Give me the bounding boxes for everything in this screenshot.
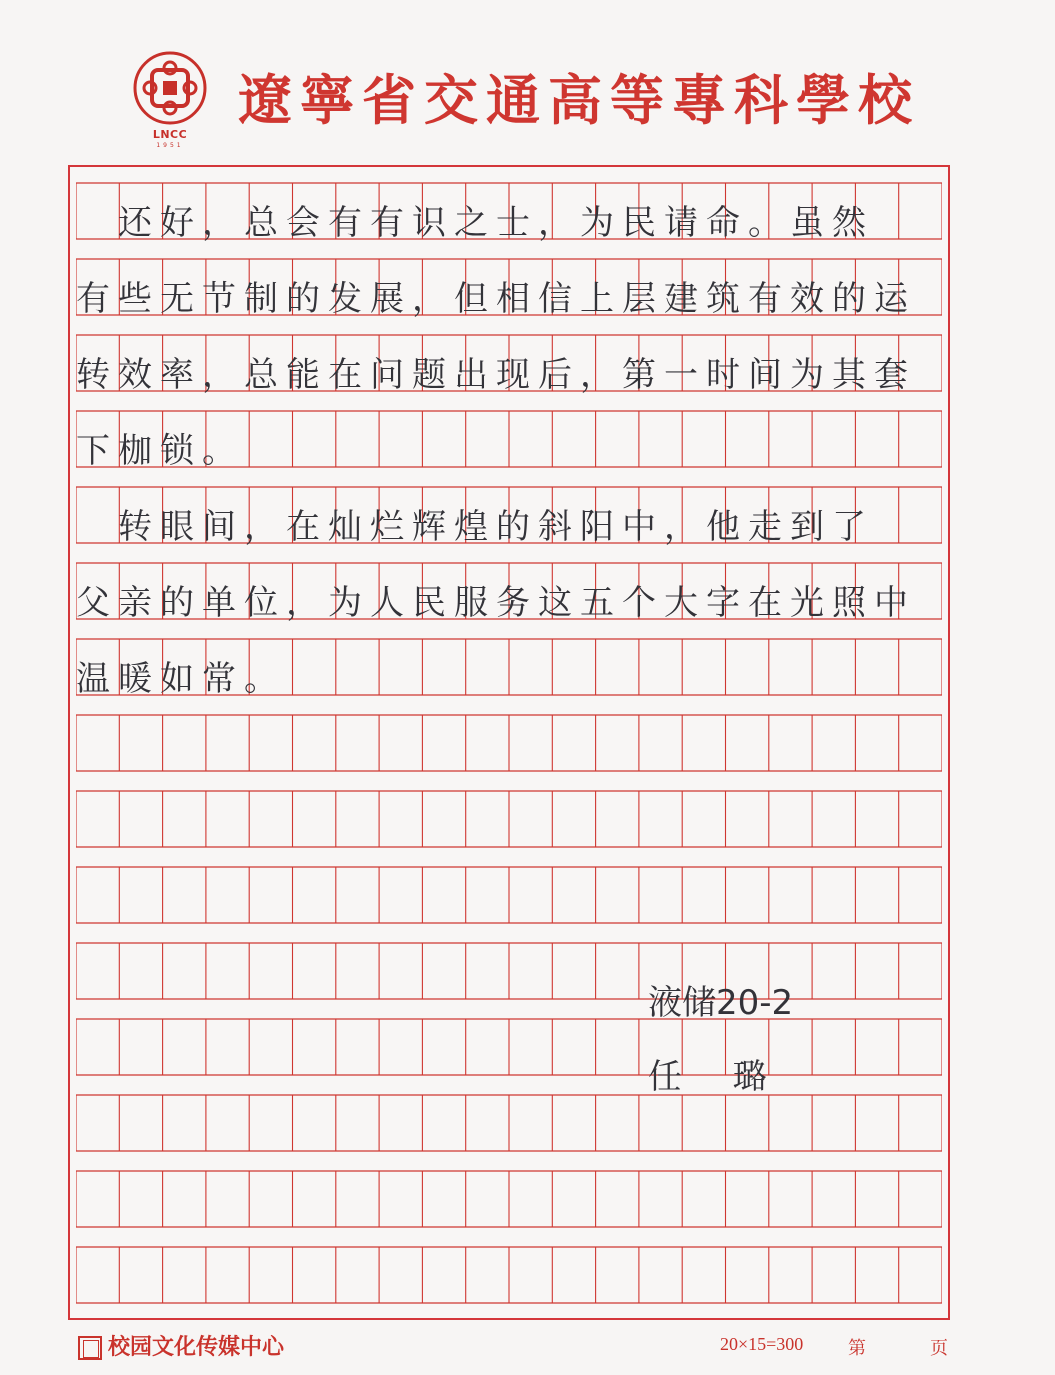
text-line: 转效率，总能在问题出现后，第一时间为其套 (76, 355, 916, 395)
text-line: 有些无节制的发展，但相信上层建筑有效的运 (76, 279, 916, 319)
signature-name: 任 璐 (648, 1057, 787, 1097)
text-line: 父亲的单位，为人民服务这五个大字在光照中 (76, 583, 916, 623)
text-line: 下枷锁。 (76, 431, 244, 471)
media-center-icon (78, 1336, 102, 1360)
signature-class: 液储20-2 (648, 983, 794, 1023)
writing-grid (76, 173, 942, 1313)
grid-row (76, 1171, 942, 1227)
logo-subtext: 1951 (156, 142, 184, 149)
school-logo (125, 50, 215, 155)
school-emblem-icon (125, 50, 215, 128)
grid-lines (76, 173, 942, 1313)
page-label-prefix: 第 (848, 1338, 866, 1358)
grid-row (76, 1095, 942, 1151)
grid-row (76, 1247, 942, 1303)
text-line: 还好，总会有有识之士，为民请命。虽然 (76, 203, 874, 243)
grid-row (76, 867, 942, 923)
grid-row (76, 791, 942, 847)
media-center-name: 校园文化传媒中心 (108, 1335, 285, 1360)
grid-spec: 20×15=300 (720, 1334, 804, 1354)
letterhead (0, 0, 1055, 160)
page-label-suffix: 页 (930, 1338, 948, 1358)
grid-paper (68, 165, 950, 1320)
grid-row (76, 715, 942, 771)
school-name: 遼寧省交通高等專科學校 (238, 68, 920, 132)
logo-text: LNCC (152, 128, 188, 141)
media-center-label (78, 1330, 284, 1364)
grid-row (76, 943, 942, 999)
grid-row (76, 1019, 942, 1075)
text-line: 转眼间，在灿烂辉煌的斜阳中，他走到了 (76, 507, 874, 547)
text-line: 温暖如常。 (76, 659, 286, 699)
